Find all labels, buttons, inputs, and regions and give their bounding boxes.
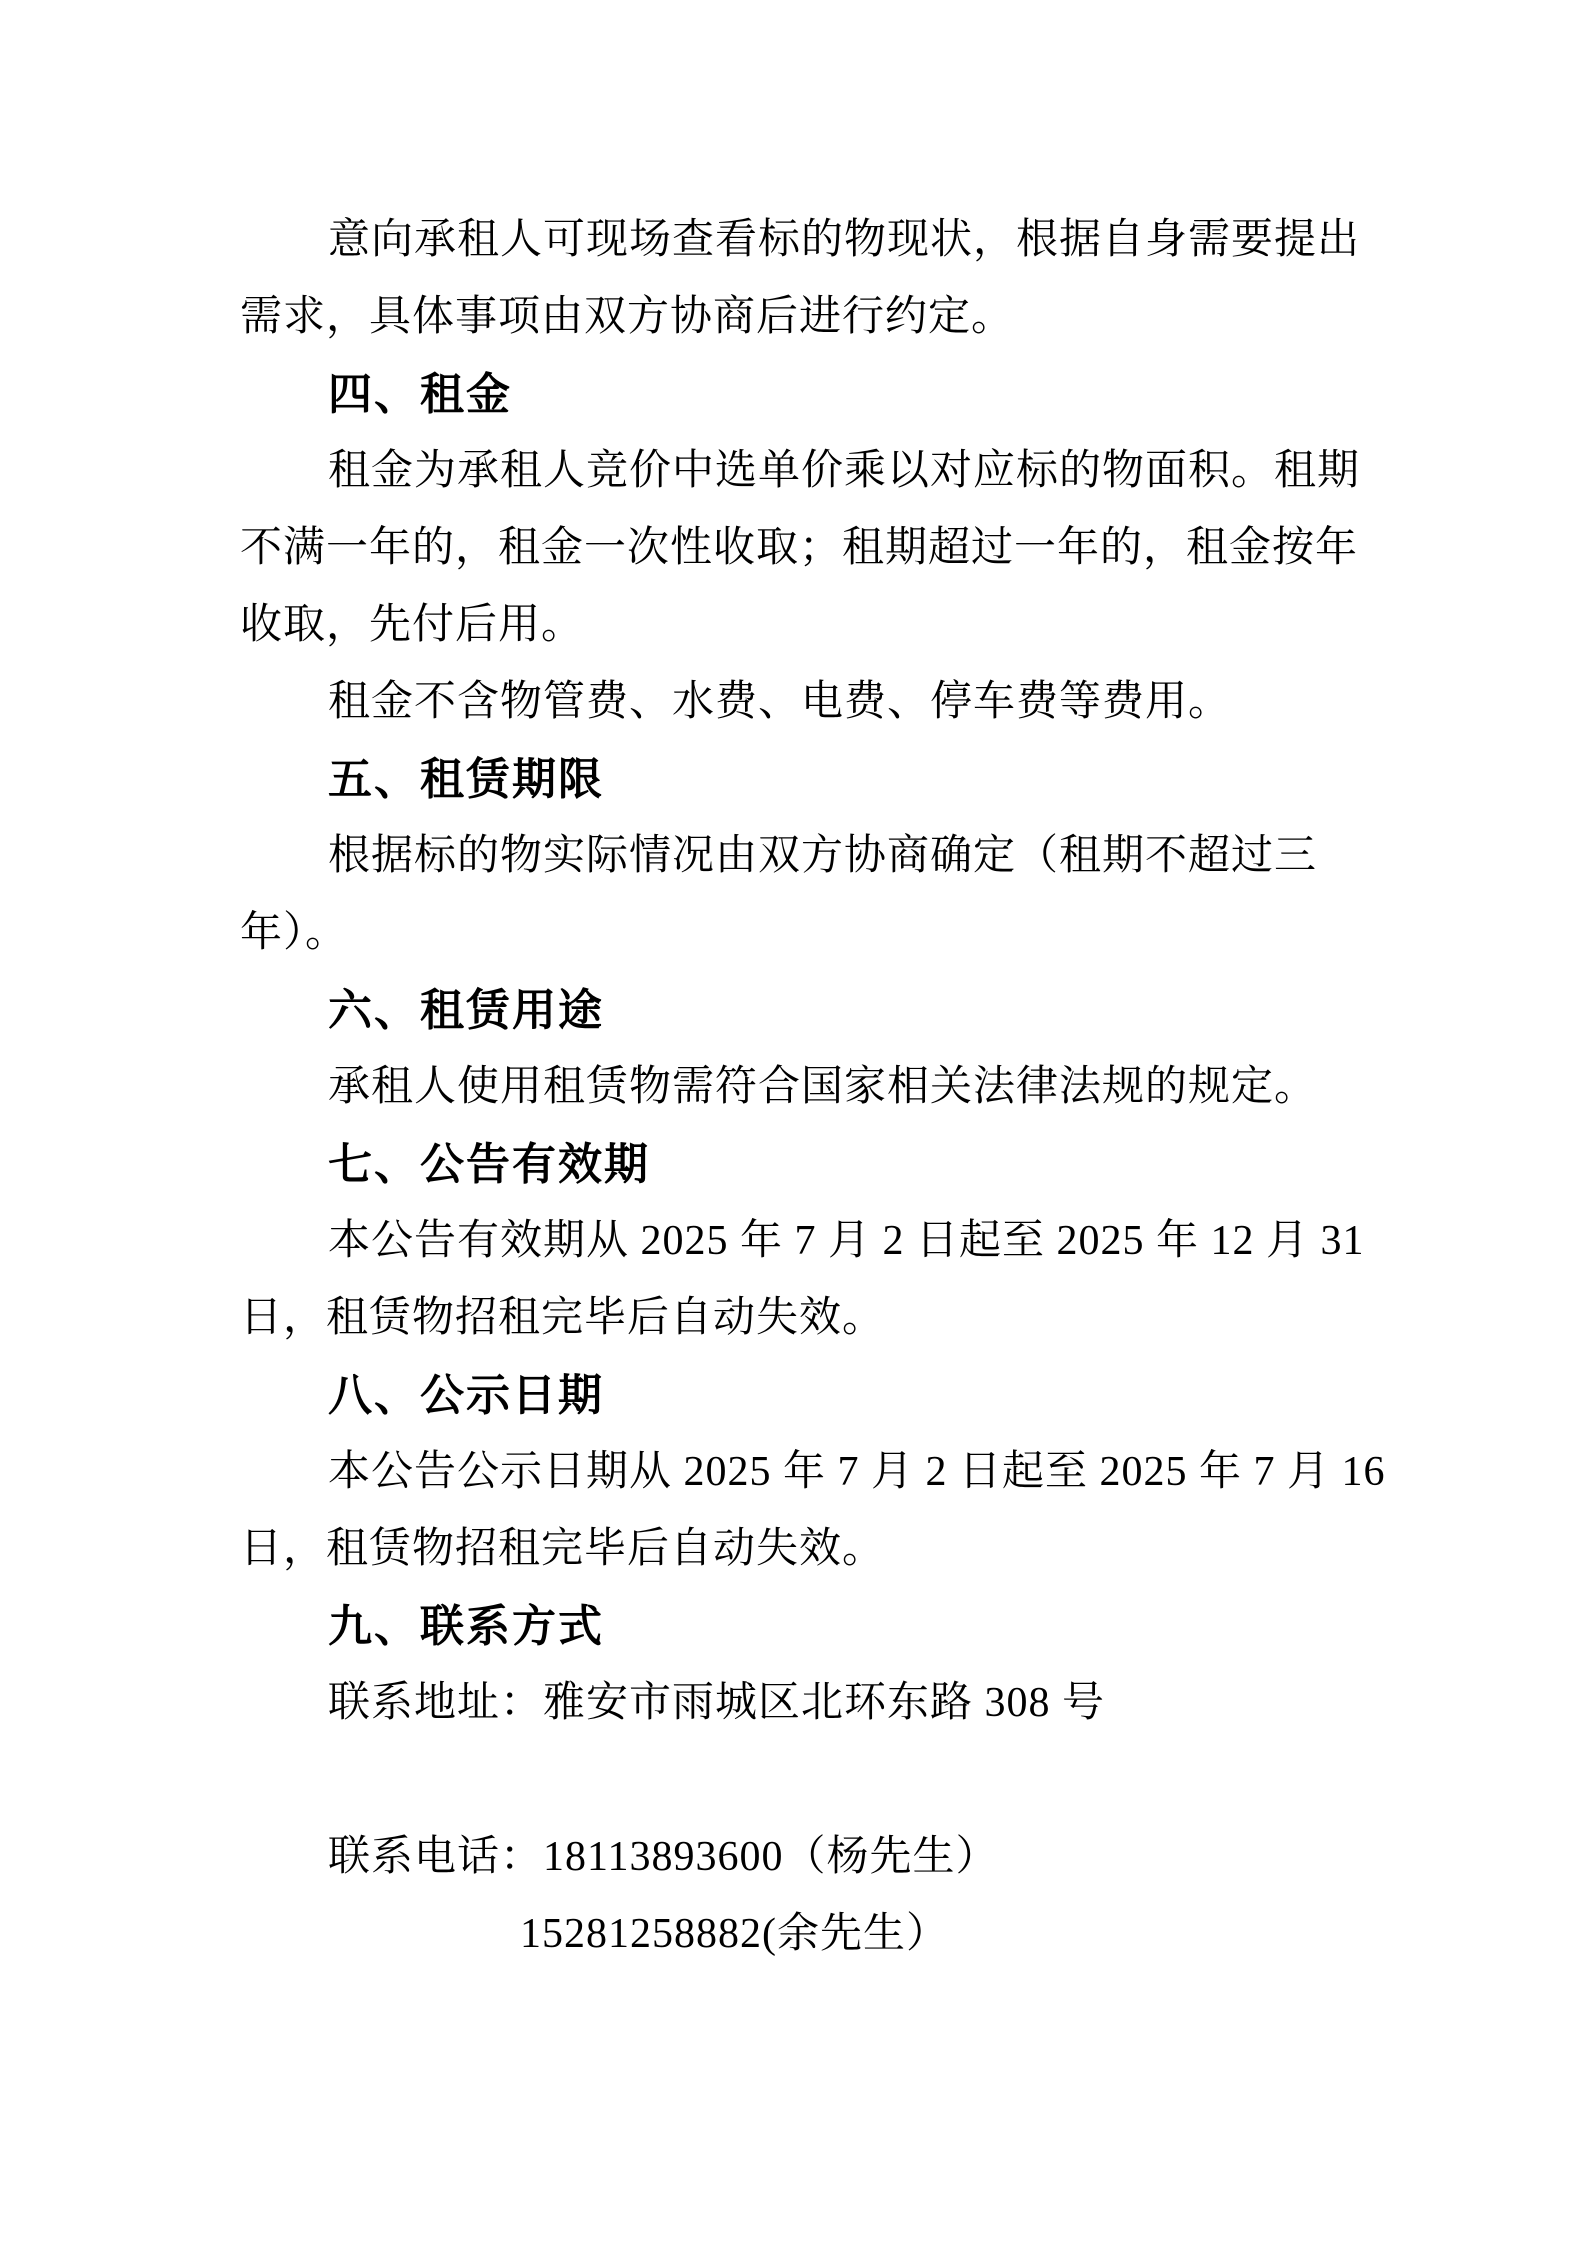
section-heading: 九、联系方式 [328,1602,604,1651]
document-body [240,202,1386,1973]
text-line: 租金不含物管费、水费、电费、停车费等费用。 [328,679,1232,725]
text-line: 本公告有效期从 2025 年 7 月 2 日起至 2025 年 12 月 31 [328,1218,1365,1264]
text-line: 意向承租人可现场查看标的物现状，根据自身需要提出 [328,217,1361,263]
text-line: 日，租赁物招租完毕后自动失效。 [240,1526,886,1572]
text-line: 联系地址：雅安市雨城区北环东路 308 号 [328,1680,1106,1726]
text-line: 收取，先付后用。 [240,602,585,648]
text-line: 租金为承租人竞价中选单价乘以对应标的物面积。租期 [328,448,1361,494]
section-heading: 六、租赁用途 [328,986,604,1035]
text-line: 根据标的物实际情况由双方协商确定（租期不超过三 [328,833,1318,879]
section-heading: 四、租金 [328,370,512,419]
text-line: 需求，具体事项由双方协商后进行约定。 [240,294,1015,340]
text-line: 承租人使用租赁物需符合国家相关法律法规的规定。 [328,1064,1318,1110]
blank-line [240,1742,1345,1819]
text-line: 15281258882(余先生） [520,1911,949,1957]
text-line: 日，租赁物招租完毕后自动失效。 [240,1295,886,1341]
text-line: 不满一年的，租金一次性收取；租期超过一年的，租金按年 [240,525,1359,571]
section-heading: 八、公示日期 [328,1371,604,1420]
text-line: 年）。 [240,910,349,956]
section-heading: 五、租赁期限 [328,755,604,804]
text-line: 本公告公示日期从 2025 年 7 月 2 日起至 2025 年 7 月 16 [328,1449,1386,1495]
section-heading: 七、公告有效期 [328,1140,650,1189]
text-line: 联系电话：18113893600（杨先生） [328,1834,999,1880]
